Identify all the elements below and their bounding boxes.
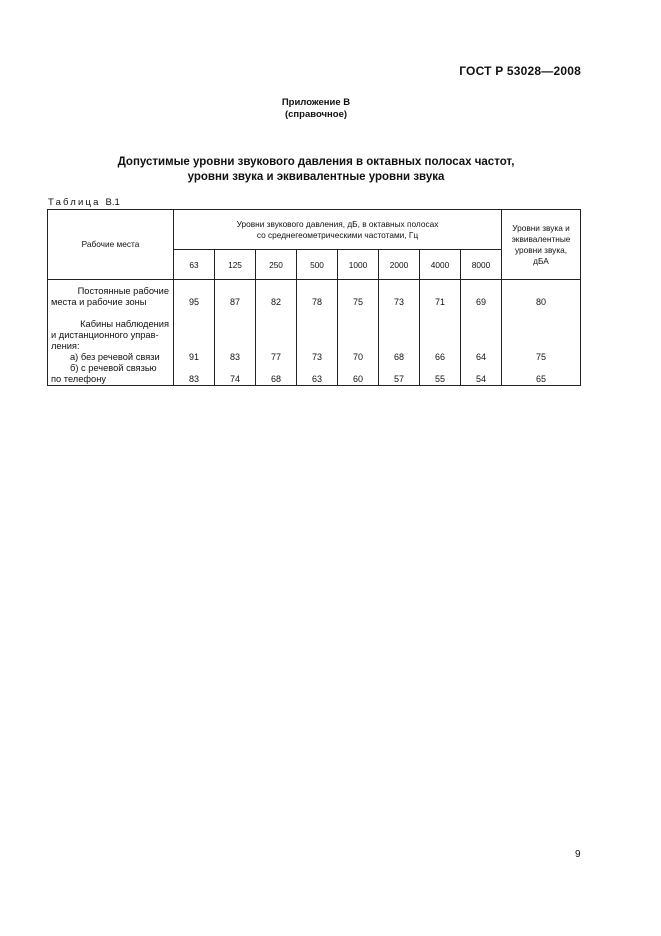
header-sound-level-line2: эквивалентные bbox=[511, 233, 571, 244]
freq-header: 8000 bbox=[461, 250, 502, 280]
value-cell: 87 83 74 bbox=[215, 280, 256, 386]
row-label-line: Постоянные рабочие bbox=[77, 286, 169, 296]
value-cell: 73 68 57 bbox=[379, 280, 420, 386]
group-label-line: ления: bbox=[51, 341, 80, 351]
spacer bbox=[48, 308, 173, 319]
table-caption-number: В.1 bbox=[105, 197, 120, 208]
freq-header: 4000 bbox=[420, 250, 461, 280]
group-label-line: и дистанционного управ- bbox=[51, 330, 159, 340]
appendix-subtitle: (справочное) bbox=[284, 109, 348, 120]
section-title bbox=[0, 155, 632, 185]
value-cell: 78 73 63 bbox=[297, 280, 338, 386]
value-cell: 95 91 83 bbox=[174, 280, 215, 386]
header-sound-level-line4: дБА bbox=[533, 255, 549, 266]
header-workplace: Рабочие места bbox=[48, 210, 174, 280]
value-cell: 82 77 68 bbox=[256, 280, 297, 386]
row-label-cell bbox=[48, 280, 174, 386]
sub-row-b-label-cont: по телефону bbox=[51, 374, 107, 384]
noise-levels-table bbox=[47, 209, 581, 386]
header-sound-pressure-line1: Уровни звукового давления, дБ, в октавных полосах bbox=[236, 218, 439, 229]
header-sound-level bbox=[502, 210, 581, 280]
table-caption bbox=[48, 197, 120, 208]
value-cell: 69 64 54 bbox=[461, 280, 502, 386]
section-title-line1: Допустимые уровни звукового давления в октавных полосах частот, bbox=[117, 156, 515, 168]
value-cell: 75 70 60 bbox=[338, 280, 379, 386]
sub-row-b-label: б) с речевой связью bbox=[70, 363, 157, 373]
freq-header: 2000 bbox=[379, 250, 420, 280]
appendix-title: Приложение В bbox=[281, 97, 351, 108]
header-sound-level-line1: Уровни звука и bbox=[512, 222, 570, 233]
sub-row-a-label: а) без речевой связи bbox=[70, 352, 160, 362]
header-sound-pressure-line2: со среднегеометрическими частотами, Гц bbox=[256, 229, 419, 240]
header-sound-pressure bbox=[174, 210, 502, 250]
freq-header: 1000 bbox=[338, 250, 379, 280]
page-number: 9 bbox=[575, 849, 581, 860]
group-label-line: Кабины наблюдения bbox=[80, 319, 169, 329]
header-sound-level-line3: уровни звука, bbox=[514, 244, 568, 255]
document-code: ГОСТ Р 53028—2008 bbox=[459, 64, 581, 78]
table-row bbox=[48, 280, 581, 386]
value-cell: 71 66 55 bbox=[420, 280, 461, 386]
section-title-line2: уровни звука и эквивалентные уровни звука bbox=[187, 171, 445, 183]
freq-header: 250 bbox=[256, 250, 297, 280]
freq-header: 63 bbox=[174, 250, 215, 280]
freq-header: 500 bbox=[297, 250, 338, 280]
appendix-heading bbox=[0, 97, 632, 121]
row-label-line: места и рабочие зоны bbox=[51, 297, 147, 307]
table-caption-word: Таблица bbox=[48, 197, 101, 208]
level-cell: 80 75 65 bbox=[502, 280, 581, 386]
freq-header: 125 bbox=[215, 250, 256, 280]
